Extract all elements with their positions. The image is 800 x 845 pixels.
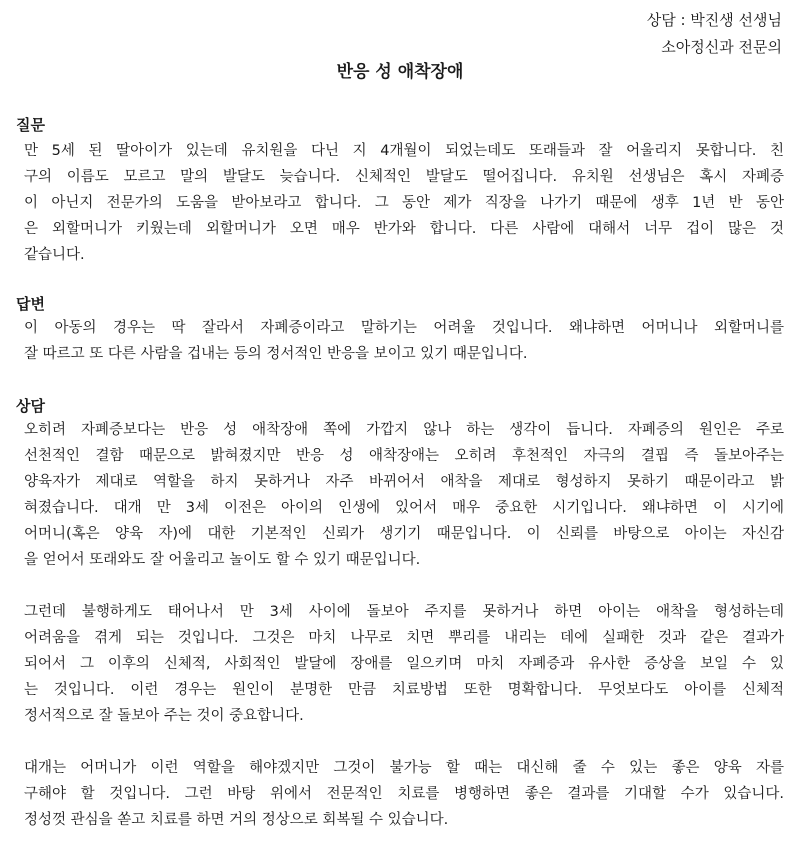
- question-line: 은 외할머니가 키웠는데 외할머니가 오면 매우 반가와 합니다. 다른 사람에 대해서 너무 겁이 많은 것: [24, 221, 784, 237]
- counselor-department: 소아정신과 전문의: [661, 38, 782, 56]
- counsel-line: 대개는 어머니가 이런 역할을 해야겠지만 그것이 불가능 할 때는 대신해 줄 수 있는 좋은 양육 자를: [24, 760, 784, 776]
- counsel-line: 되어서 그 이후의 신체적, 사회적인 발달에 장애를 일으키며 마치 자폐증과 유사한 증상을 보일 수 있: [24, 656, 784, 672]
- question-heading: 질문: [16, 116, 45, 134]
- counsel-body: [24, 417, 784, 833]
- byline: [647, 7, 782, 61]
- answer-body: [24, 315, 784, 367]
- question-line: 만 5세 된 딸아이가 있는데 유치원을 다닌 지 4개월이 되었는데도 또래들과 잘 어울리지 못합니다. 친: [24, 143, 784, 159]
- counsel-line: 는 것입니다. 이런 경우는 원인이 분명한 만큼 치료방법 또한 명확합니다. 무엇보다도 아이를 신체적: [24, 682, 784, 698]
- answer-line: 이 아동의 경우는 딱 잘라서 자폐증이라고 말하기는 어려울 것입니다. 왜냐하면 어머니나 외할머니를: [24, 320, 784, 336]
- question-line: 같습니다.: [24, 247, 85, 263]
- counsel-heading: 상담: [16, 397, 45, 415]
- counsel-line: 을 얻어서 또래와도 잘 어울리고 놀이도 할 수 있기 때문입니다.: [24, 552, 421, 568]
- document-title: 반응 성 애착장애: [336, 62, 464, 82]
- counsel-line: 선천적인 결함 때문으로 밝혀졌지만 반응 성 애착장애는 오히려 후천적인 자극의 결핍 즉 돌보아주는: [24, 448, 784, 464]
- counsel-line: 정서적으로 잘 돌보아 주는 것이 중요합니다.: [24, 708, 304, 724]
- answer-line: 잘 따르고 또 다른 사람을 겁내는 등의 정서적인 반응을 보이고 있기 때문입니다.: [24, 346, 528, 362]
- counsel-line: 양육자가 제대로 역할을 하지 못하거나 자주 바뀌어서 애착을 제대로 형성하지 못하기 때문이라고 밝: [24, 474, 784, 490]
- counsel-line: 정성껏 관심을 쏟고 치료를 하면 거의 정상으로 회복될 수 있습니다.: [24, 812, 449, 828]
- counsel-line: 어려움을 겪게 되는 것입니다. 그것은 마치 나무로 치면 뿌리를 내리는 데에 실패한 것과 같은 결과가: [24, 630, 784, 646]
- question-line: 구의 이름도 모르고 말의 발달도 늦습니다. 신체적인 발달도 떨어집니다. 유치원 선생님은 혹시 자폐증: [24, 169, 784, 185]
- counsel-line: 혀졌습니다. 대개 만 3세 이전은 아이의 인생에 있어서 매우 중요한 시기입니다. 왜냐하면 이 시기에: [24, 500, 784, 516]
- answer-heading: 답변: [16, 295, 45, 313]
- question-line: 이 아닌지 전문가의 도움을 받아보라고 합니다. 그 동안 제가 직장을 나가기 때문에 생후 1년 반 동안: [24, 195, 784, 211]
- paragraph-gap: [24, 729, 784, 755]
- counsel-line: 그런데 불행하게도 태어나서 만 3세 사이에 돌보아 주지를 못하거나 하면 아이는 애착을 형성하는데: [24, 604, 784, 620]
- counsel-line: 구해야 할 것입니다. 그런 바탕 위에서 전문적인 치료를 병행하면 좋은 결과를 기대할 수가 있습니다.: [24, 786, 784, 802]
- paragraph-gap: [24, 573, 784, 599]
- counselor-name: 상담 : 박진생 선생님: [646, 11, 782, 29]
- counsel-line: 오히려 자폐증보다는 반응 성 애착장애 쪽에 가깝지 않나 하는 생각이 듭니다. 자폐증의 원인은 주로: [24, 422, 784, 438]
- counsel-line: 어머니(혹은 양육 자)에 대한 기본적인 신뢰가 생기기 때문입니다. 이 신뢰를 바탕으로 아이는 자신감: [24, 526, 784, 542]
- question-body: [24, 138, 784, 268]
